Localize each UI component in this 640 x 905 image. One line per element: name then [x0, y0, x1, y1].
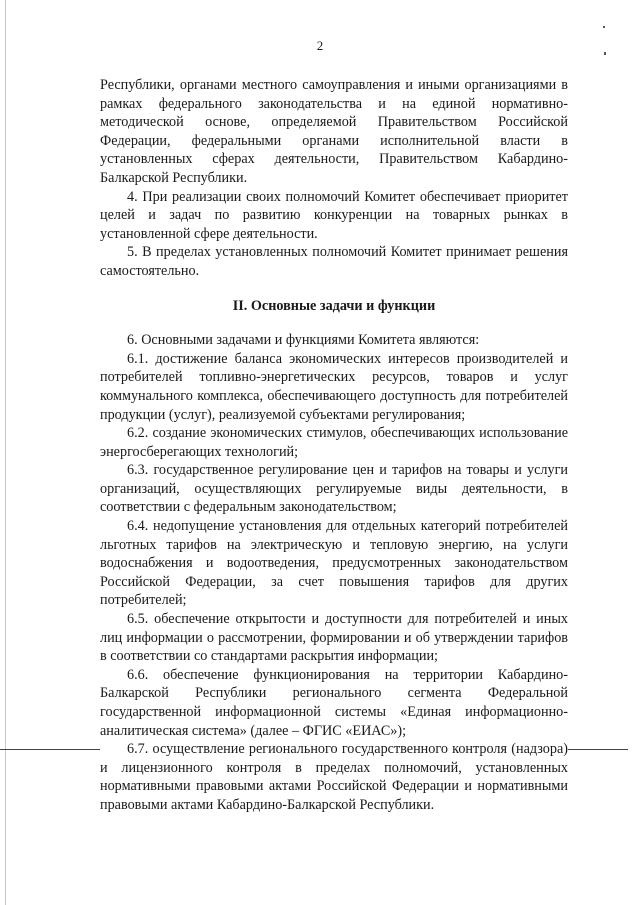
paragraph-6-1: 6.1. достижение баланса экономических интересов производителей и потребителей топливно-энергетических ресурсов, товаров и услуг коммунального комплекса, обеспечивающего доступность для потребителей продукции (услуг), реализуемой субъектами регулирования;: [100, 350, 568, 423]
document-body: [100, 76, 568, 815]
scan-speck: [603, 26, 605, 28]
paragraph-4: 4. При реализации своих полномочий Комитет обеспечивает приоритет целей и задач по развитию конкуренции на товарных рынках в установленной сфере деятельности.: [100, 188, 568, 242]
scan-artifact-line-left: [0, 749, 100, 750]
paragraph-6-4: 6.4. недопущение установления для отдельных категорий потребителей льготных тарифов на электрическую и тепловую энергию, на услуги водоснабжения и водоотведения, предусмотренных законодательством Российской Федерации, за счет повышения тарифов для других потребителей;: [100, 518, 568, 609]
paragraph-6: 6. Основными задачами и функциями Комитета являются:: [127, 332, 480, 349]
paragraph-5: 5. В пределах установленных полномочий Комитет принимает решения самостоятельно.: [100, 244, 568, 279]
scan-artifact-line-right: [568, 749, 628, 750]
paragraph-6-5: 6.5. обеспечение открытости и доступности для потребителей и иных лиц информации о рассмотрении, формировании и об утверждении тарифов в соответствии со стандартами раскрытия информации;: [100, 611, 568, 665]
paragraph-6-7: 6.7. осуществление регионального государственного контроля (надзора) и лицензионного контроля в пределах полномочий, установленных нормативными правовыми актами Российской Федерации и нормативными правовыми актами Кабардино-Балкарской Республики.: [100, 741, 568, 813]
paragraph-continuation: Республики, органами местного самоуправления и иными организациями в рамках федерального законодательства и на единой нормативно-методической основе, определяемой Правительством Российской Федерации, федеральными органами исполнительной власти в установленных сферах деятельности, Правительством Кабардино-Балкарской Республики.: [100, 77, 568, 186]
paragraph-6-3: 6.3. государственное регулирование цен и тарифов на товары и услуги организаций, осуществляющих регулируемые виды деятельности, в соответствии с федеральным законодательством;: [100, 462, 568, 516]
paragraph-6-2: 6.2. создание экономических стимулов, обеспечивающих использование энергосберегающих технологий;: [100, 425, 568, 460]
page-number: 2: [316, 38, 324, 53]
paragraph-6-6: 6.6. обеспечение функционирования на территории Кабардино-Балкарской Республики регионального сегмента Федеральной государственной информационной системы «Единая информационно-аналитическая система» (далее – ФГИС «ЕИАС»);: [100, 666, 568, 739]
section-title: II. Основные задачи и функции: [232, 297, 436, 314]
scan-edge-line: [5, 0, 6, 905]
